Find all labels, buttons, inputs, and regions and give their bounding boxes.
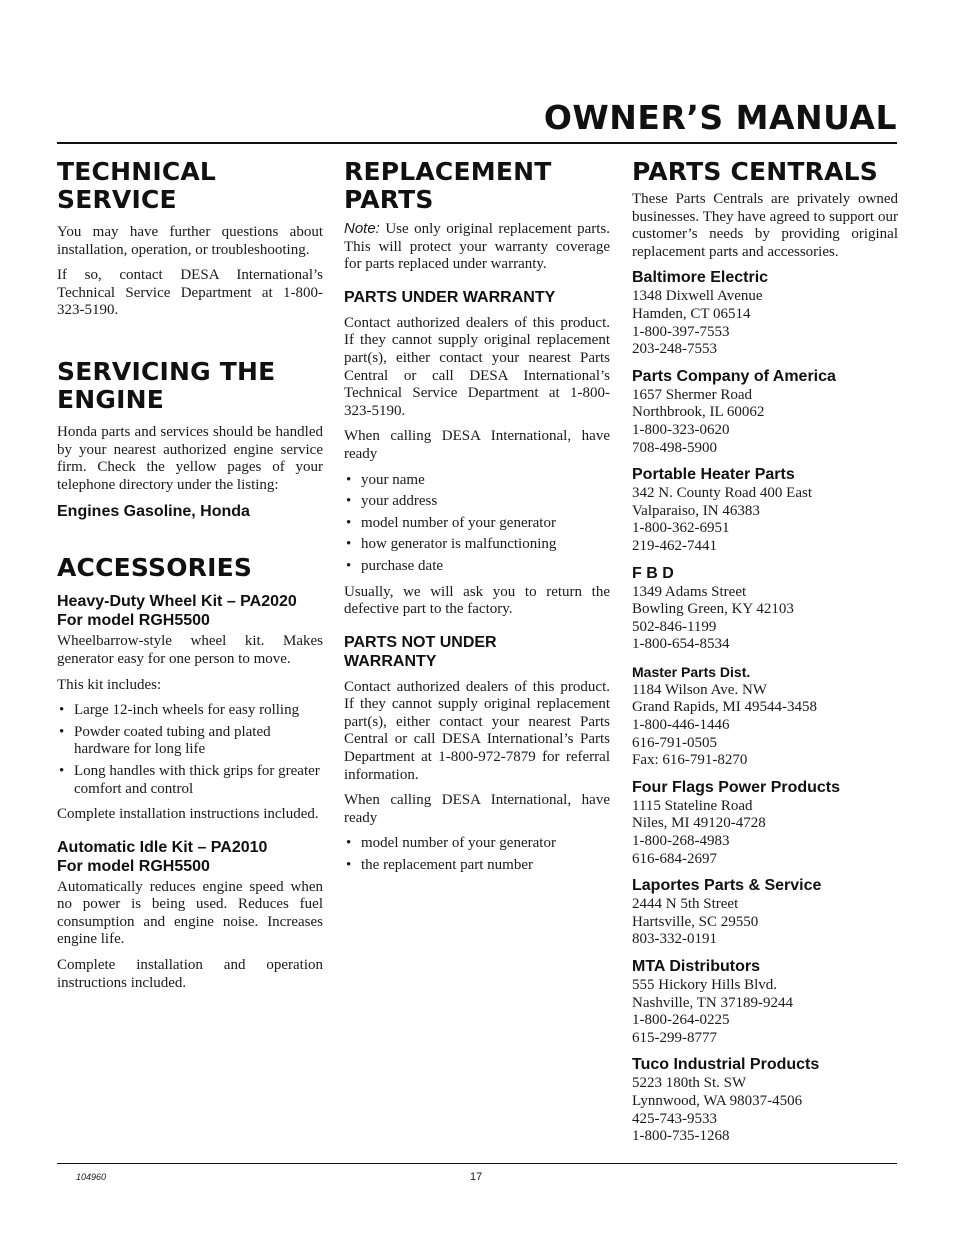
vendor-address-line: Nashville, TN 37189-9244 <box>632 994 793 1011</box>
column-right <box>632 158 898 1155</box>
vendor-address-line: 708-498-5900 <box>632 439 717 456</box>
not-under-warranty-p1: Contact authorized dealers of this product. If they cannot supply original replacement part(s), either contact your nearest Parts Central or call DESA International’s Parts Department at 1-800-972-7879 for referral information. <box>344 678 610 783</box>
wheel-kit-p1: Wheelbarrow-style wheel kit. Makes generator easy for one person to move. <box>57 633 323 667</box>
vendor-address-line: 1349 Adams Street <box>632 583 747 600</box>
vendor-name: Parts Company of America <box>632 367 836 385</box>
list-item: • how generator is malfunctioning <box>344 536 610 554</box>
vendor-entry <box>632 466 898 555</box>
wheel-kit-title: Heavy-Duty Wheel Kit – PA2020 <box>57 593 297 611</box>
column-left <box>57 158 323 1000</box>
vendor-address-line: 803-332-0191 <box>632 931 717 948</box>
vendor-address-line: Valparaiso, IN 46383 <box>632 502 760 519</box>
vendor-address-line: 219-462-7441 <box>632 537 717 554</box>
not-under-warranty-p2: When calling DESA International, have ready <box>344 792 610 826</box>
not-under-warranty-list <box>344 835 610 874</box>
vendor-address-line: 555 Hickory Hills Blvd. <box>632 977 777 993</box>
wheel-kit-heading <box>57 592 323 630</box>
vendor-address <box>632 798 898 868</box>
list-item: • the replacement part number <box>344 857 610 875</box>
vendor-address-line: 1115 Stateline Road <box>632 797 753 814</box>
vendor-address-line: Fax: 616-791-8270 <box>632 752 748 769</box>
list-item: • model number of your generator <box>344 515 610 533</box>
vendor-address-line: 616-791-0505 <box>632 734 717 751</box>
replacement-parts-heading: REPLACEMENT PARTS <box>344 157 552 214</box>
vendor-address-line: 2444 N 5th Street <box>632 896 739 913</box>
list-item: • your name <box>344 472 610 490</box>
idle-kit-p1: Automatically reduces engine speed when no power is being used. Reduces fuel consumption and engine noise. Increases engine life. <box>57 878 323 948</box>
vendor-address <box>632 387 898 457</box>
vendor-name: MTA Distributors <box>632 958 760 975</box>
note-text: Use only original replacement parts. This will protect your warranty coverage for parts replaced under warranty. <box>344 221 610 273</box>
vendor-address-line: 1-800-323-0620 <box>632 421 730 438</box>
parts-not-under-warranty-heading <box>344 633 610 671</box>
not-under-warranty-line1: PARTS NOT UNDER <box>344 633 497 651</box>
vendor-name: Master Parts Dist. <box>632 663 751 680</box>
wheel-kit-list <box>57 702 323 798</box>
parts-under-warranty-heading: PARTS UNDER WARRANTY <box>344 288 556 306</box>
vendor-address <box>632 288 898 358</box>
replacement-parts-note <box>344 220 610 274</box>
list-item: • Powder coated tubing and plated hardware for long life <box>57 724 323 759</box>
vendor-address-line: 1-800-264-0225 <box>632 1012 730 1029</box>
accessories-section <box>57 554 323 992</box>
parts-centrals-section <box>632 158 898 1146</box>
list-item: • Large 12-inch wheels for easy rolling <box>57 702 323 720</box>
accessories-heading: ACCESSORIES <box>57 553 253 583</box>
vendor-address-line: 616-684-2697 <box>632 850 717 867</box>
engine-listing: Engines Gasoline, Honda <box>57 503 250 521</box>
vendor-name: Tuco Industrial Products <box>632 1056 820 1074</box>
vendor-address-line: 1657 Shermer Road <box>632 386 752 403</box>
list-item: • purchase date <box>344 558 610 576</box>
vendor-address-line: 1-800-735-1268 <box>632 1128 730 1145</box>
parts-centrals-intro: These Parts Centrals are privately owned businesses. They have agreed to support our customer’s needs by providing original replacement parts and accessories. <box>632 191 898 260</box>
vendor-address <box>632 896 898 949</box>
page-number: 17 <box>470 1171 483 1183</box>
vendor-address-line: 1-800-268-4983 <box>632 833 730 850</box>
vendor-entry <box>632 1056 898 1145</box>
under-warranty-p2: When calling DESA International, have ready <box>344 428 610 462</box>
vendor-address <box>632 1075 898 1145</box>
note-label: Note: <box>344 220 380 237</box>
vendor-address-line: Northbrook, IL 60062 <box>632 404 765 421</box>
idle-kit-title: Automatic Idle Kit – PA2010 <box>57 838 268 856</box>
footer-rule <box>57 1163 897 1164</box>
servicing-engine-section <box>57 358 323 521</box>
parts-centrals-heading: PARTS CENTRALS <box>632 157 879 186</box>
vendor-entry <box>632 368 898 457</box>
vendor-address-line: 1348 Dixwell Avenue <box>632 288 763 305</box>
under-warranty-p1: Contact authorized dealers of this product. If they cannot supply original replacement part(s), either contact your nearest Parts Central or call DESA International’s Technical Service Department at 1-800-323-5190. <box>344 314 610 419</box>
vendor-address-line: 615-299-8777 <box>632 1029 717 1046</box>
not-under-warranty-line2: WARRANTY <box>344 652 437 670</box>
vendor-entry <box>632 269 898 358</box>
vendor-address <box>632 977 898 1047</box>
list-item: • Long handles with thick grips for greater comfort and control <box>57 763 323 798</box>
under-warranty-p3: Usually, we will ask you to return the defective part to the factory. <box>344 583 610 618</box>
vendor-address <box>632 584 898 654</box>
idle-kit-model: For model RGH5500 <box>57 857 210 875</box>
vendor-address-line: 203-248-7553 <box>632 341 717 358</box>
vendor-address-line: Hamden, CT 06514 <box>632 305 751 322</box>
vendor-entry <box>632 663 898 770</box>
technical-service-p2: If so, contact DESA International’s Technical Service Department at 1-800-323-5190. <box>57 267 323 319</box>
wheel-kit-p3: Complete installation instructions included. <box>57 806 319 823</box>
column-middle <box>344 158 610 883</box>
vendor-entry <box>632 958 898 1047</box>
vendor-address <box>632 485 898 555</box>
technical-service-p1: You may have further questions about installation, operation, or troubleshooting. <box>57 224 323 258</box>
vendor-address-line: 342 N. County Road 400 East <box>632 485 812 502</box>
vendor-address <box>632 682 898 770</box>
wheel-kit-model: For model RGH5500 <box>57 612 210 630</box>
page-title: OWNER’S MANUAL <box>543 98 897 137</box>
vendor-address-line: 1184 Wilson Ave. NW <box>632 681 767 698</box>
servicing-engine-heading: SERVICING THE ENGINE <box>57 356 276 414</box>
vendor-name: F B D <box>632 564 674 582</box>
vendor-address-line: Niles, MI 49120-4728 <box>632 815 766 832</box>
idle-kit-heading <box>57 838 323 876</box>
wheel-kit-p2: This kit includes: <box>57 676 162 693</box>
technical-service-heading: TECHNICAL SERVICE <box>57 157 217 214</box>
header-rule <box>57 142 897 144</box>
vendor-address-line: 425-743-9533 <box>632 1110 717 1127</box>
vendor-address-line: Hartsville, SC 29550 <box>632 913 759 930</box>
vendor-name: Portable Heater Parts <box>632 466 795 484</box>
vendor-entry <box>632 779 898 868</box>
vendor-address-line: Grand Rapids, MI 49544-3458 <box>632 699 817 716</box>
vendor-address-line: 5223 180th St. SW <box>632 1075 747 1092</box>
vendor-name: Laportes Parts & Service <box>632 877 822 895</box>
list-item: • your address <box>344 493 610 511</box>
idle-kit-p2: Complete installation and operation instructions included. <box>57 957 323 991</box>
document-number: 104960 <box>76 1172 107 1182</box>
servicing-engine-p1: Honda parts and services should be handled by your nearest authorized engine service firm. Check the yellow pages of your telephone directory under the listing: <box>57 423 323 493</box>
replacement-parts-section <box>344 158 610 875</box>
vendor-address-line: 1-800-397-7553 <box>632 323 730 340</box>
vendor-entry <box>632 565 898 654</box>
vendor-address-line: Lynnwood, WA 98037-4506 <box>632 1092 803 1109</box>
vendor-name: Baltimore Electric <box>632 269 769 287</box>
vendor-address-line: 1-800-362-6951 <box>632 520 730 537</box>
vendor-address-line: Bowling Green, KY 42103 <box>632 601 794 618</box>
vendor-entry <box>632 877 898 949</box>
technical-service-section <box>57 158 323 320</box>
list-item: • model number of your generator <box>344 835 610 853</box>
vendor-address-line: 1-800-654-8534 <box>632 636 730 653</box>
vendor-address-line: 502-846-1199 <box>632 618 717 635</box>
under-warranty-list <box>344 472 610 576</box>
vendor-list <box>632 269 898 1145</box>
vendor-name: Four Flags Power Products <box>632 778 841 796</box>
vendor-address-line: 1-800-446-1446 <box>632 717 730 734</box>
